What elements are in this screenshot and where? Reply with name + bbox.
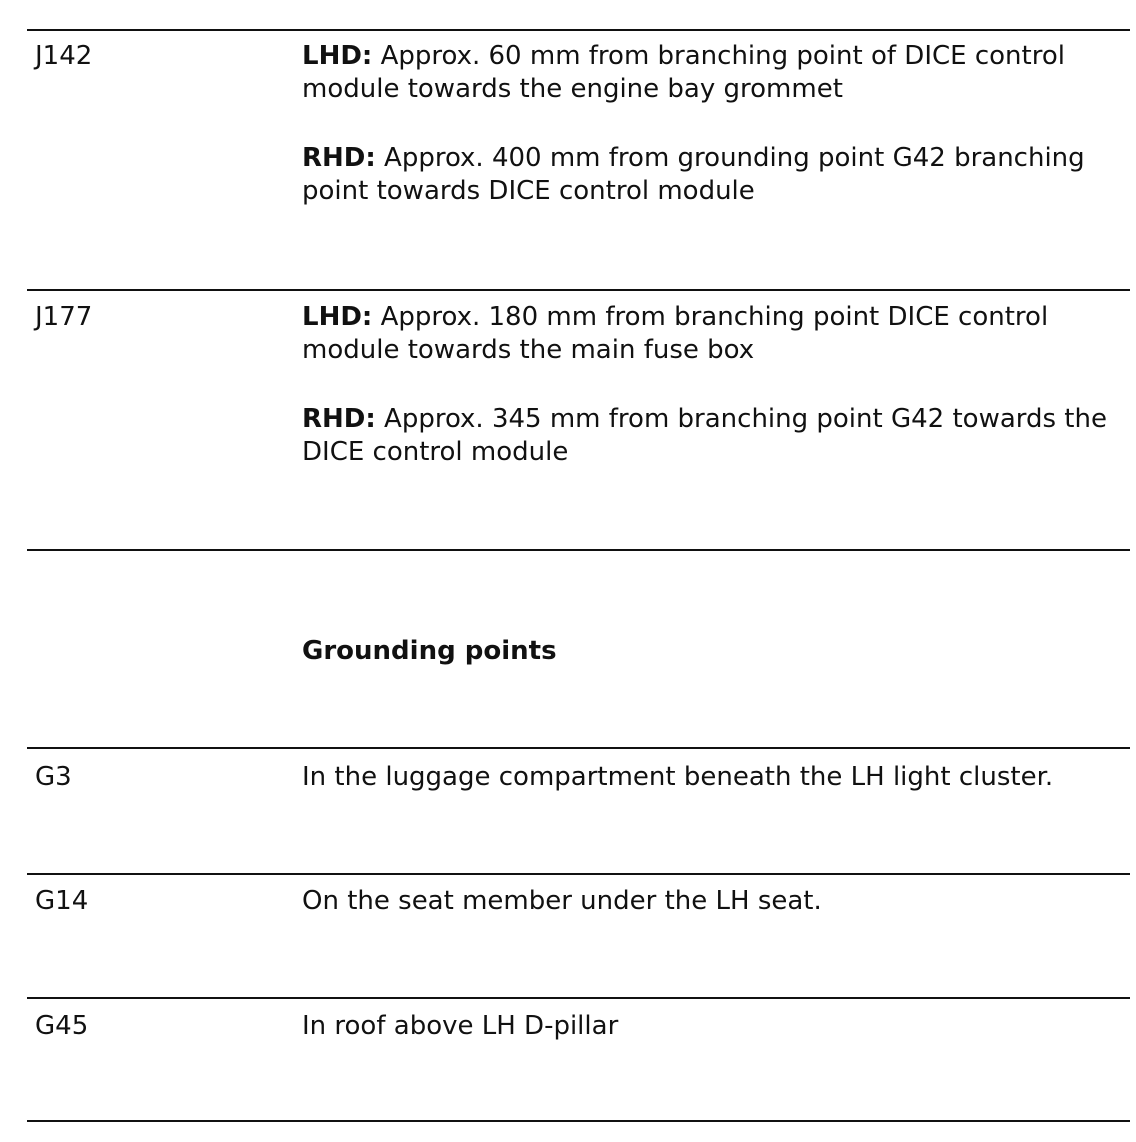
row-divider: [27, 997, 1130, 999]
grounding-point-code: G3: [35, 762, 72, 792]
grounding-point-location: On the seat member under the LH seat.: [302, 886, 822, 916]
row-divider: [27, 747, 1130, 749]
connector-code: J142: [35, 41, 93, 71]
rhd-text: Approx. 400 mm from grounding point G42 branching point towards DICE control module: [302, 143, 1085, 206]
rhd-paragraph: [302, 403, 1132, 469]
grounding-point-location: In the luggage compartment beneath the LH light cluster.: [302, 762, 1054, 792]
lhd-text: Approx. 180 mm from branching point DICE control module towards the main fuse box: [302, 302, 1049, 365]
rhd-text: Approx. 345 mm from branching point G42 towards the DICE control module: [302, 404, 1107, 467]
rhd-label: RHD:: [302, 404, 376, 434]
row-divider: [27, 1120, 1130, 1122]
grounding-point-code: G45: [35, 1011, 89, 1041]
lhd-paragraph: [302, 301, 1132, 367]
grounding-point-location: In roof above LH D-pillar: [302, 1011, 619, 1041]
connector-location: [302, 40, 1132, 208]
rhd-paragraph: [302, 142, 1132, 208]
row-divider: [27, 29, 1130, 31]
connector-location: [302, 301, 1132, 469]
connector-code: J177: [35, 302, 93, 332]
lhd-label: LHD:: [302, 302, 373, 332]
lhd-label: LHD:: [302, 41, 373, 71]
section-heading: Grounding points: [302, 636, 557, 666]
row-divider: [27, 289, 1130, 291]
grounding-point-code: G14: [35, 886, 89, 916]
lhd-text: Approx. 60 mm from branching point of DICE control module towards the engine bay grommet: [302, 41, 1065, 104]
row-divider: [27, 873, 1130, 875]
row-divider: [27, 549, 1130, 551]
lhd-paragraph: [302, 40, 1132, 106]
rhd-label: RHD:: [302, 143, 376, 173]
